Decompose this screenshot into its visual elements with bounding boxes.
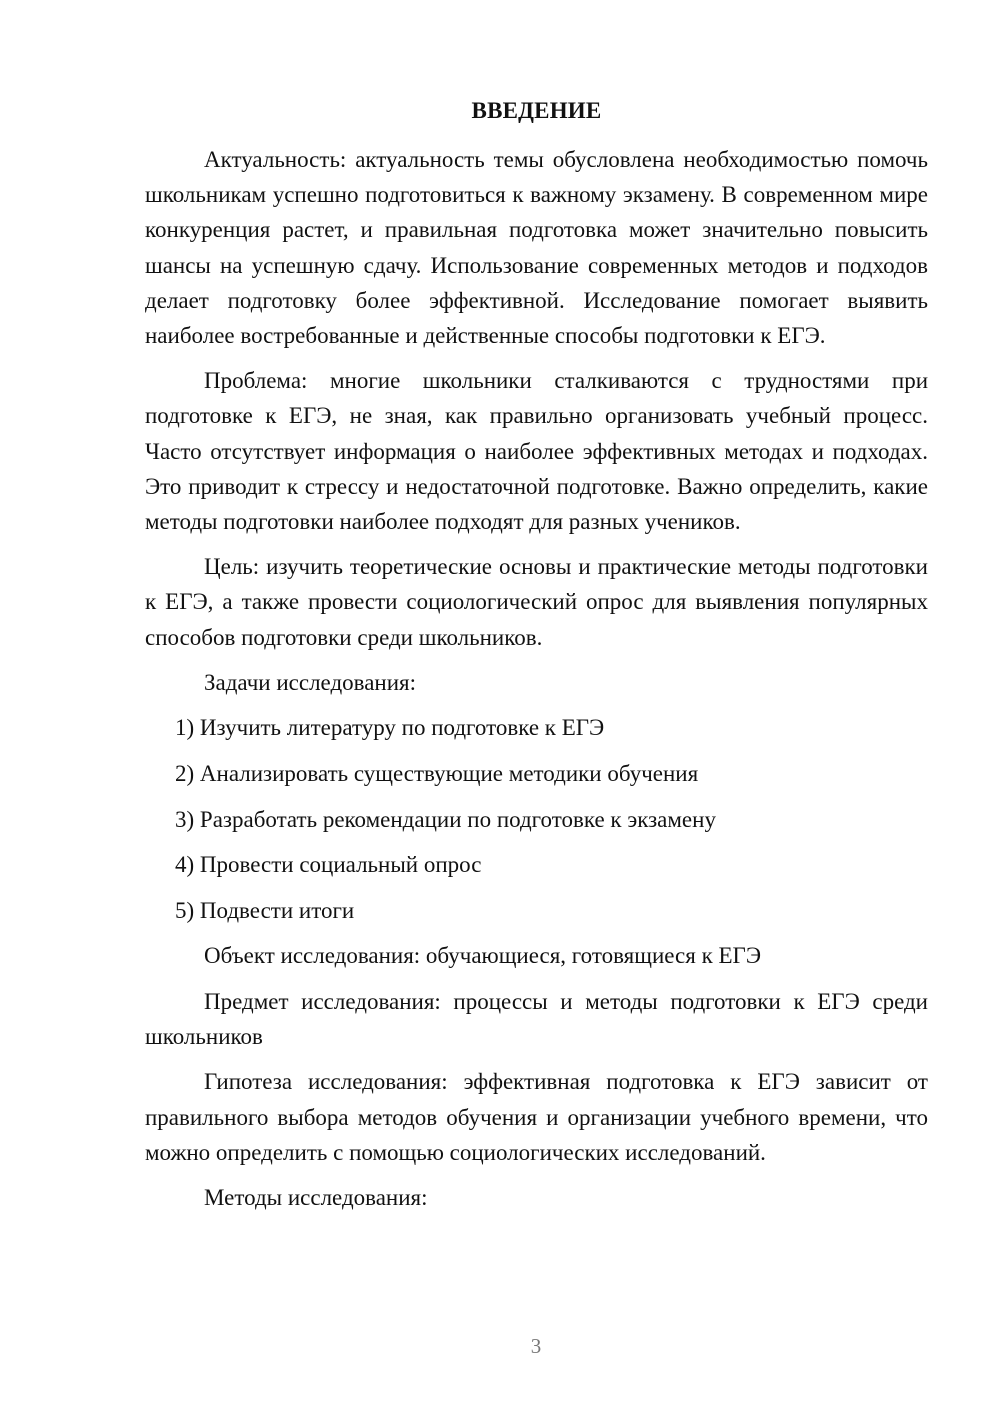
paragraph-goal: Цель: изучить теоретические основы и практические методы подготовки к ЕГЭ, а также провести социологический опрос для выявления популярных способов подготовки среди школьников.: [145, 554, 928, 650]
list-item: 2) Анализировать существующие методики обучения: [175, 761, 699, 787]
tasks-title: Задачи исследования:: [204, 669, 417, 695]
paragraph-subject: Предмет исследования: процессы и методы подготовки к ЕГЭ среди школьников: [145, 989, 928, 1050]
page-title: ВВЕДЕНИЕ: [471, 98, 602, 123]
paragraph-object: Объект исследования: обучающиеся, готовящиеся к ЕГЭ: [204, 943, 762, 969]
list-item: 5) Подвести итоги: [175, 897, 355, 923]
list-item: 1) Изучить литературу по подготовке к ЕГЭ: [175, 715, 605, 741]
tasks-list: [145, 710, 928, 928]
page-number: 3: [530, 1334, 542, 1358]
document-body: [145, 142, 928, 1226]
paragraph-relevance: Актуальность: актуальность темы обусловлена необходимостью помочь школьникам успешно подготовиться к важному экзамену. В современном мире конкуренция растет, и правильная подготовка может значительно повысить шансы на успешную сдачу. Использование современных методов и подходов делает подготовку более эффективной. Исследование помогает выявить наиболее востребованные и действенные способы подготовки к ЕГЭ.: [145, 147, 928, 349]
paragraph-problem: Проблема: многие школьники сталкиваются с трудностями при подготовке к ЕГЭ, не зная, как правильно организовать учебный процесс. Часто отсутствует информация о наиболее эффективных методах и подходах. Это приводит к стрессу и недостаточной подготовке. Важно определить, какие методы подготовки наиболее подходят для разных учеников.: [145, 368, 928, 535]
list-item: 4) Провести социальный опрос: [175, 852, 482, 878]
list-item: 3) Разработать рекомендации по подготовке к экзамену: [175, 806, 716, 832]
methods-title: Методы исследования:: [204, 1185, 428, 1211]
paragraph-hypothesis: Гипотеза исследования: эффективная подготовка к ЕГЭ зависит от правильного выбора методов обучения и организации учебного времени, что можно определить с помощью социологических исследований.: [145, 1069, 928, 1165]
